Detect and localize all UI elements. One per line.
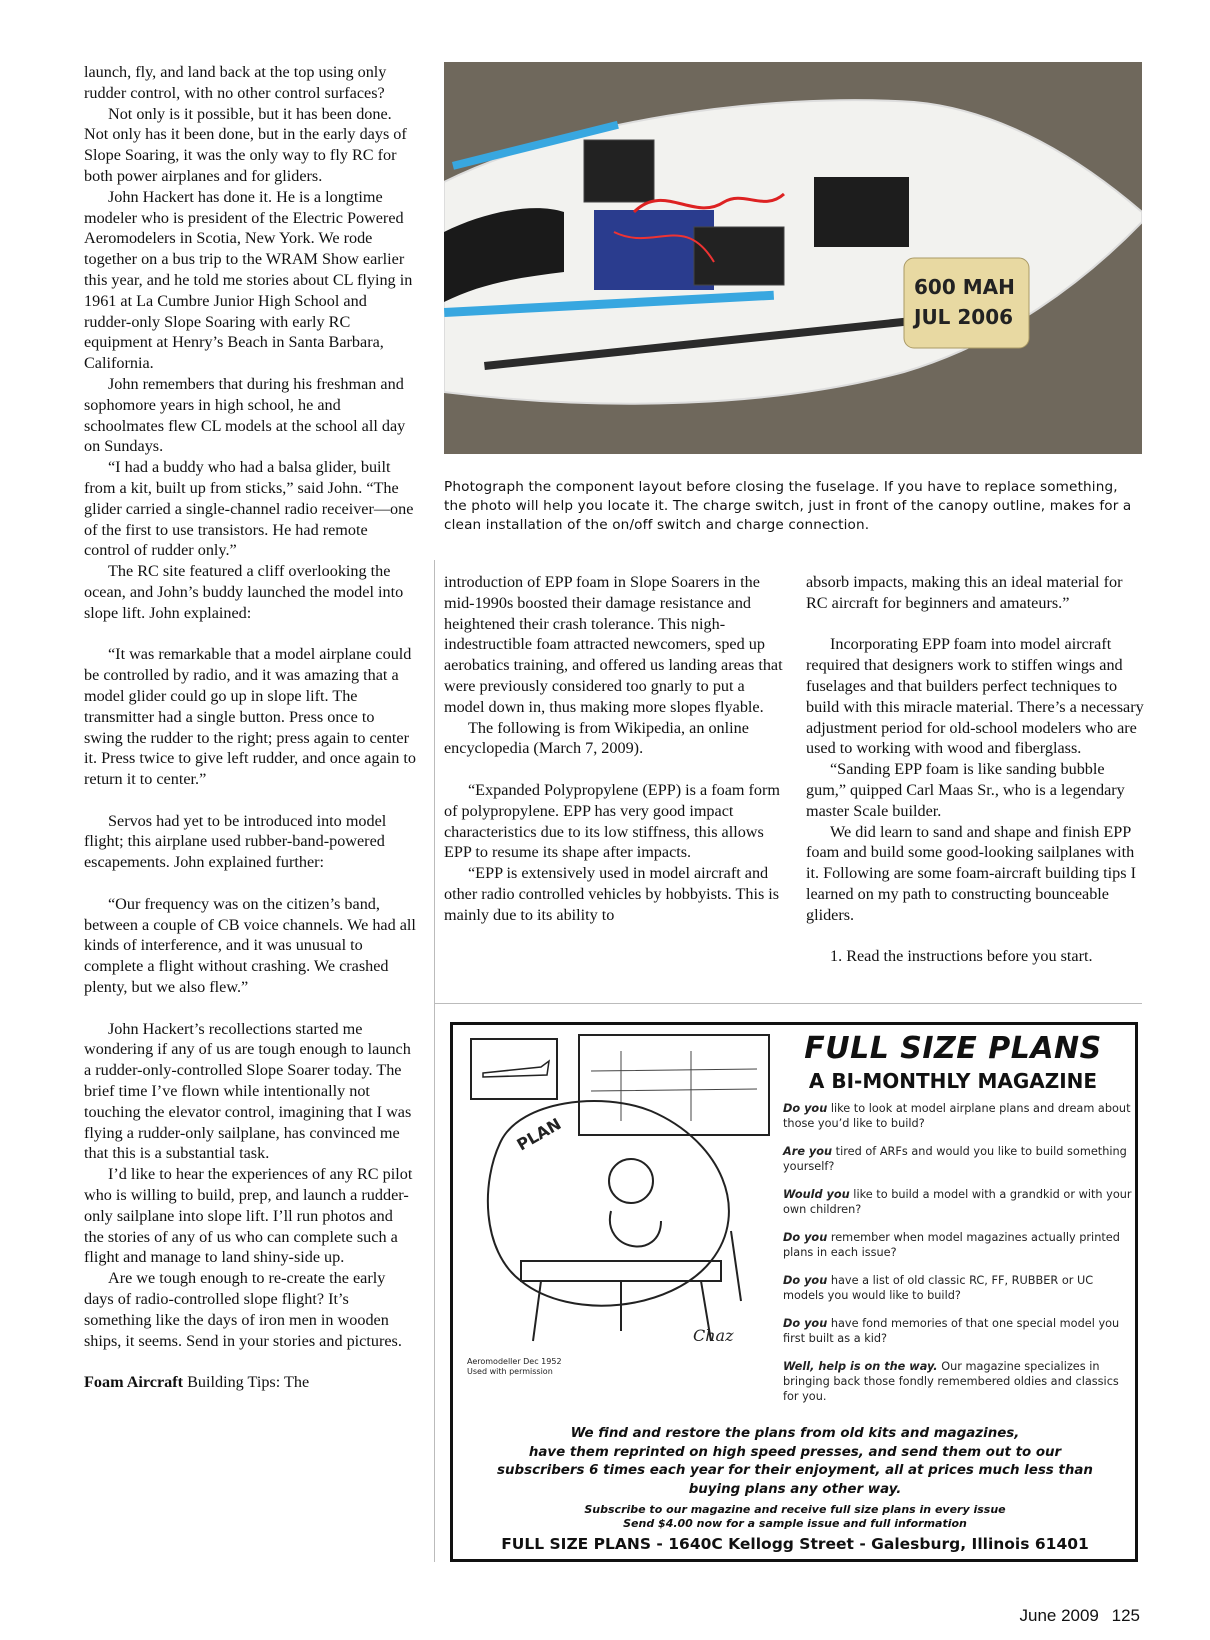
plan-builder-cartoon [461, 1031, 777, 1371]
section-heading: Foam Aircraft [84, 1373, 184, 1392]
ad-question [783, 1273, 1133, 1303]
article-paragraph: Incorporating EPP foam into model aircraft required that designers work to stiffen wings and fuselages and that builders perfect techniques to build with this miracle material. There’s a necessary adjustment period for old-school modelers who are used to working with wood and fiberglass. [806, 635, 1144, 758]
ad-pitch-line: have them reprinted on high speed presses, and send them out to our [528, 1444, 1062, 1460]
ad-question-text: have a list of old classic RC, FF, RUBBER or UC models you would like to build? [783, 1274, 1094, 1302]
ad-question-lead: Well, help is on the way. [783, 1360, 938, 1373]
article-paragraph: John Hackert’s recollections started me wondering if any of us are tough enough to launch a rudder-only-controlled Slope Soarer today. The brief time I’ve flown while intentionally not touching the elevator control, imagining that I was flying a rudder-only sailplane, has convinced me that this is a substantial task. [84, 1019, 412, 1163]
battery-label [904, 258, 1029, 348]
ad-pitch-line: buying plans any other way. [688, 1481, 902, 1497]
paragraph-gap [84, 873, 416, 894]
ad-question [783, 1359, 1133, 1404]
ad-illustration [461, 1031, 777, 1376]
article-column-3 [806, 572, 1146, 967]
photo-caption: Photograph the component layout before closing the fuselage. If you have to replace something, the photo will help you locate it. The charge switch, just in front of the canopy outline, makes for a clean installation of the on/off switch and charge connection. [444, 479, 1132, 533]
ad-pitch [463, 1425, 1127, 1499]
article-paragraph: “Expanded Polypropylene (EPP) is a foam form of polypropylene. EPP has very good impact characteristics due to its low stiffness, this allows EPP to resume its shape after impacts. [444, 780, 780, 862]
credit-line-2: Used with permission [467, 1367, 553, 1376]
issue-date: June 2009 [1019, 1606, 1099, 1625]
full-size-plans-ad [450, 1022, 1138, 1562]
ad-question-lead: Do you [783, 1317, 828, 1330]
ad-question [783, 1230, 1133, 1260]
svg-text:PLAN: PLAN [513, 1114, 565, 1155]
article-paragraph: “It was remarkable that a model airplane could be controlled by radio, and it was amazing that a model glider could go up in slope lift. The transmitter had a single button. Press once to swing the rudder to the right; press again to center it. Press twice to give left rudder, and once again to return it to center.” [84, 645, 416, 789]
paragraph-gap [84, 790, 416, 811]
ad-question-lead: Do you [783, 1274, 828, 1287]
paragraph-gap [806, 614, 1146, 635]
article-paragraph: The RC site featured a cliff overlooking the ocean, and John’s buddy launched the model into slope lift. John explained: [84, 562, 404, 622]
ad-questions [783, 1101, 1133, 1417]
article-paragraph: “Our frequency was on the citizen’s band, between a couple of CB voice channels. We had all kinds of interference, and it was unusual to complete a flight without crashing. We crashed plenty, but we also flew.” [84, 894, 416, 997]
svg-text:JUL 2006: JUL 2006 [914, 305, 1014, 329]
ad-question-text: like to build a model with a grandkid or with your own children? [783, 1188, 1132, 1216]
ad-address: FULL SIZE PLANS - 1640C Kellogg Street - Galesburg, Illinois 61401 [501, 1535, 1089, 1553]
article-paragraph: launch, fly, and land back at the top using only rudder control, with no other control surfaces? [84, 63, 387, 102]
subscribe-line-2: Send $4.00 now for a sample issue and full information [623, 1517, 967, 1530]
paragraph-gap [84, 998, 416, 1019]
subscribe-line-1: Subscribe to our magazine and receive full size plans in every issue [584, 1503, 1006, 1516]
ad-subscribe [463, 1503, 1127, 1531]
article-paragraph: Not only is it possible, but it has been done. Not only has it been done, but in the early days of Slope Soaring, it was the only way to fly RC for both power airplanes and for gliders. [84, 104, 407, 185]
ad-pitch-line: subscribers 6 times each year for their enjoyment, all at prices much less than [497, 1463, 1093, 1478]
article-paragraph: “Sanding EPP foam is like sanding bubble gum,” quipped Carl Maas Sr., who is a legendary master Scale builder. [806, 760, 1125, 820]
article-paragraph: John remembers that during his freshman and sophomore years in high school, he and schoolmates flew CL models at the school all day on Sundays. [84, 374, 406, 456]
article-paragraph: “I had a buddy who had a balsa glider, built from a kit, built up from sticks,” said John. “The glider carried a single-channel radio receiver—one of the first to use transistors. He had remote control of rudder only.” [84, 458, 414, 560]
svg-text:600 MAH: 600 MAH [914, 275, 1015, 299]
page-folio [1000, 1606, 1140, 1626]
ad-title: FULL SIZE PLANS [804, 1031, 1102, 1066]
fuselage-photo-illustration [444, 62, 1142, 454]
svg-text:Chaz: Chaz [693, 1326, 734, 1345]
ad-question-text: Our magazine specializes in bringing back those fondly remembered oldies and classics for you. [783, 1360, 1119, 1403]
ad-question [783, 1187, 1133, 1217]
ad-question-lead: Do you [783, 1102, 828, 1115]
ad-divider-horizontal [434, 1003, 1142, 1004]
article-paragraph: I’d like to hear the experiences of any RC pilot who is willing to build, prep, and launch a rudder-only sailplane into slope lift. I’ll run photos and the stories of any of us who can complete such a flight and manage to land shiny-side up. [84, 1165, 413, 1267]
ad-question-text: remember when model magazines actually printed plans in each issue? [783, 1231, 1120, 1259]
article-paragraph: We did learn to sand and shape and finish EPP foam and build some good-looking sailplanes with it. Following are some foam-aircraft building tips I learned on my path to constructing bounceable gliders. [806, 822, 1136, 924]
ad-question [783, 1101, 1133, 1131]
illustration-credit [467, 1357, 562, 1377]
article-paragraph: The following is from Wikipedia, an online encyclopedia (March 7, 2009). [444, 718, 749, 758]
ad-question-lead: Would you [783, 1188, 850, 1201]
ad-question-lead: Are you [783, 1145, 833, 1158]
article-column-1 [84, 62, 416, 1393]
article-paragraph: Are we tough enough to re-create the early days of radio-controlled slope flight? It’s something like the days of iron men in wooden ships, it seems. Send in your stories and pictures. [84, 1269, 402, 1350]
article-paragraph: 1. Read the instructions before you start. [830, 947, 1093, 966]
ad-question [783, 1316, 1133, 1346]
section-lead [84, 1372, 416, 1393]
ad-question-lead: Do you [783, 1231, 828, 1244]
article-paragraph: Servos had yet to be introduced into model flight; this airplane used rubber-band-powered escapements. John explained further: [84, 811, 387, 872]
ad-question-text: tired of ARFs and would you like to build something yourself? [783, 1145, 1127, 1173]
ad-subtitle: A BI-MONTHLY MAGAZINE [808, 1069, 1098, 1093]
paragraph-gap [84, 1351, 416, 1372]
article-paragraph: introduction of EPP foam in Slope Soarers in the mid-1990s boosted their damage resistance and heightened their crash tolerance. This nigh-indestructible foam attracted newcomers, sped up aerobatics training, and offered us landing areas that were previously considered too gnarly to put a model down in, thus making more slopes flyable. [444, 573, 783, 716]
ad-question [783, 1144, 1133, 1174]
paragraph-gap [806, 926, 1146, 947]
ad-pitch-line: We find and restore the plans from old kits and magazines, [570, 1426, 1020, 1441]
ad-question-text: like to look at model airplane plans and dream about those you’d like to build? [783, 1102, 1131, 1130]
article-paragraph: absorb impacts, making this an ideal material for RC aircraft for beginners and amateurs.” [806, 573, 1123, 612]
credit-line-1: Aeromodeller Dec 1952 [467, 1357, 562, 1366]
article-paragraph: “EPP is extensively used in model aircraft and other radio controlled vehicles by hobbyists. This is mainly due to its ability to [444, 864, 780, 924]
article-column-2 [444, 572, 784, 926]
section-lead-text: Building Tips: The [183, 1373, 310, 1392]
paragraph-gap [444, 759, 784, 780]
page-number: 125 [1111, 1606, 1140, 1625]
article-paragraph: John Hackert has done it. He is a longtime modeler who is president of the Electric Powered Aeromodelers in Scotia, New York. We rode together on a bus trip to the WRAM Show earlier this year, and he told me stories about CL flying in 1961 at La Cumbre Junior High School and rudder-only Slope Soaring with early RC equipment at Henry’s Beach in Santa Barbara, California. [84, 187, 413, 373]
paragraph-gap [84, 624, 416, 645]
ad-question-text: have fond memories of that one special model you first built as a kid? [783, 1317, 1120, 1345]
ad-divider-vertical [434, 560, 435, 1562]
fuselage-photo [444, 62, 1142, 454]
